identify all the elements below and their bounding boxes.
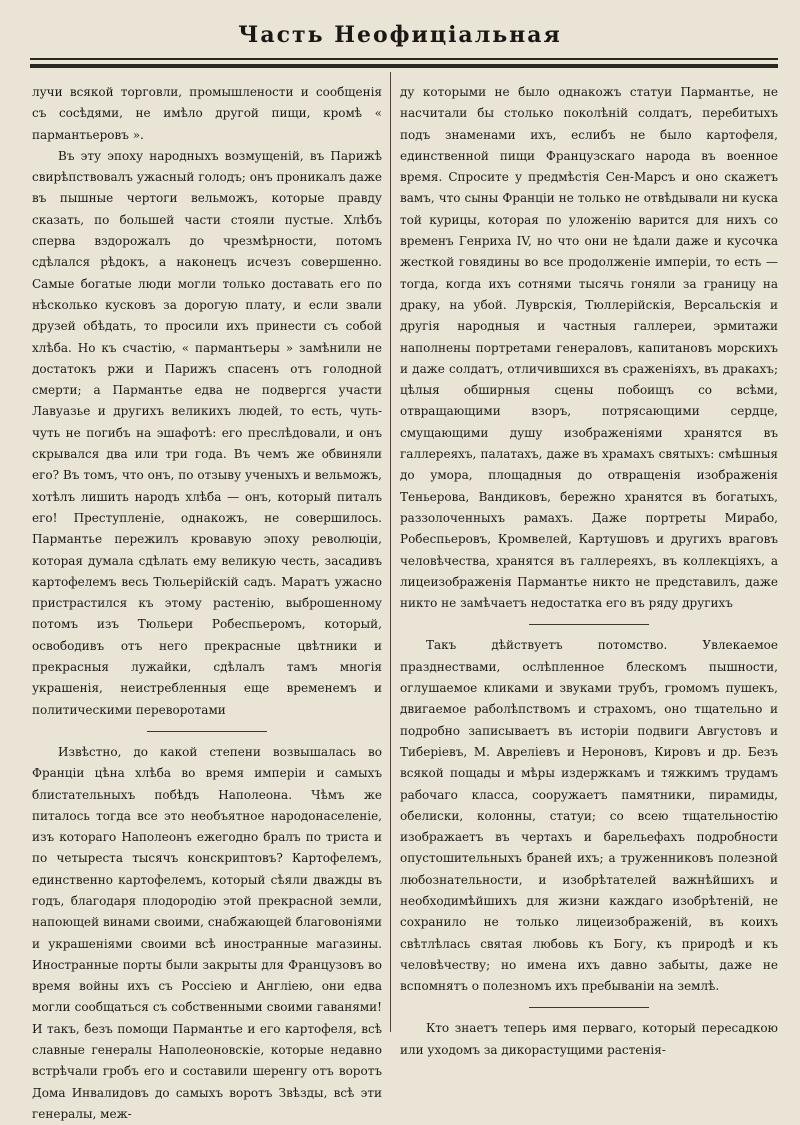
header-rule-thin <box>30 58 778 60</box>
paragraph: Извѣстно, до какой степени возвышалась во Франціи цѣна хлѣба во время имперіи и самыхъ блистательныхъ побѣдъ Наполеона. Чѣмъ же питалось тогда все это необъятное народонаселеніе, изъ котораго Наполеонъ ежегодно бралъ по триста и по четыреста тысячъ конскриптовъ? Картофелемъ, единственно картофелемъ, который сѣяли дважды въ годъ, благодаря плодородію этой прекрасной земли, напоющей винами своими, снабжающей благовоніями и украшеніями своими всѣ иностранные магазины. Иностранные порты были закрыты для Французовъ во время войны ихъ съ Россіею и Англіею, они едва могли сообщаться съ собственными своими гаванями! И такъ, безъ помощи Пармантье и его картофеля, всѣ славные генералы Наполеоновскіе, которые недавно встрѣчали гробъ его и составили шеренгу отъ воротъ Дома Инвалидовъ до самыхъ воротъ Звѣзды, всѣ эти генералы, меж- <box>32 744 382 1121</box>
paragraph-separator <box>529 1007 649 1008</box>
column-divider <box>390 72 391 1032</box>
header-rule-thick <box>30 64 778 68</box>
paragraph: лучи всякой торговли, промышлености и сообщенія съ сосѣдями, не имѣло другой пищи, кромѣ « пармантьеровъ ». <box>32 85 382 142</box>
left-column <box>32 82 382 1121</box>
paragraph: ду которыми не было однакожъ статуи Пармантье, не насчитали бы столько поколѣній солдатъ, перебитыхъ подъ знаменами ихъ, еслибъ не было картофеля, единственной пищи Французскаго народа въ военное время. Спросите у предмѣстія Сен-Марсъ и оно скажетъ вамъ, что сыны Франціи не только не отвѣдывали ни куска той курицы, которая по уложенію варится для нихъ со временъ Генриха IV, но что они не ѣдали даже и кусочка жесткой говядины во все продолженіе имперіи, то есть — тогда, когда ихъ сотнями тысячь гоняли за границу на драку, на убой. Луврскія, Тюллерійскія, Версальскія и другія народныя и частныя галлереи, эрмитажи наполнены портретами генераловъ, капитановъ морскихъ и даже солдатъ, отличившихся въ сраженіяхъ, въ дракахъ; цѣлыя обширныя сцены побоищъ со всѣми, отвращающими взоръ, потрясающими сердце, смущающими душу изображеніями хранятся въ галлереяхъ, палатахъ, даже въ храмахъ святыхъ: смѣшныя до умора, площадныя до отвращенія изображенія Теньерова, Вандиковъ, бережно хранятся въ богатыхъ, раззолоченныхъ рамахъ. Даже портреты Мирабо, Робеспьеровъ, Кромвелей, Картушовъ и другихъ враговъ человѣчества, хранятся въ галлереяхъ, въ коллекціяхъ, а лицеизображенія Пармантье никто не представилъ, даже никто не замѣчаетъ недостатка его въ ряду другихъ <box>400 85 778 611</box>
page-title: Часть Неофиціальная <box>238 22 562 48</box>
paragraph: Такъ дѣйствуетъ потомство. Увлекаемое празднествами, ослѣпленное блескомъ пышности, оглушаемое кликами и звуками трубъ, громомъ пушекъ, двигаемое раболѣпствомъ и страхомъ, оно тщательно и подробно записываетъ въ исторіи подвиги Августовъ и Тиберіевъ, М. Авреліевъ и Нероновъ, Кировъ и др. Безъ всякой пощады и мѣры издержкамъ и тяжкимъ трудамъ рабочаго класса, сооружаетъ памятники, пирамиды, обелиски, колонны, статуи; со всею тщательностію изображаетъ въ чертахъ и барельефахъ подробности опустошительныхъ браней ихъ; а труженниковъ полезной любознательности, и изобрѣтателей важнѣйшихъ и необходимѣйшихъ для жизни каждаго изобрѣтеній, не сохранило не только лицеизображеній, въ коихъ свѣтлѣлась святая любовь къ Богу, къ природѣ и къ человѣчеству; но имена ихъ давно забыты, даже не вспомнятъ о полезномъ ихъ пребываніи на землѣ. <box>400 638 778 994</box>
paragraph: Въ эту эпоху народныхъ возмущеній, въ Парижѣ свирѣпствовалъ ужасный голодъ; онъ проникалъ даже въ пышные чертоги вельможъ, которые правду сказать, по большей части стояли пустые. Хлѣбъ сперва вздорожалъ до чрезмѣрности, потомъ сдѣлался рѣдокъ, а наконецъ исчезъ совершенно. Самые богатые люди могли только доставать его по нѣсколько кусковъ за дорогую плату, и если звали друзей обѣдать, то просили ихъ принести съ собой хлѣба. Но къ счастію, « пармантьеры » замѣнили не достатокъ ржи и Парижъ спасенъ отъ голодной смерти; а Пармантье едва не подвергся участи Лавуазье и другихъ великихъ людей, то есть, чуть-чуть не погибъ на эшафотѣ: его преслѣдовали, и онъ скрывался два или три года. Въ чемъ же обвиняли его? Въ томъ, что онъ, по отзыву ученыхъ и вельможъ, хотѣлъ лишить народъ хлѣба — онъ, который питалъ его! Преступленіе, однакожъ, не совершилось. Пармантье пережилъ кровавую эпоху революціи, которая думала сдѣлать ему великую честь, засадивъ картофелемъ весь Тюльерійскій садъ. Маратъ ужасно пристрастился къ этому растенію, выброшенному потомъ изъ Тюльери Робеспьеромъ, который, освободивъ отъ него прекрасные цвѣтники и прекрасныя лужайки, сдѣлалъ тамъ многія украшенія, неистребленныя еще временемъ и политическими переворотами <box>32 148 382 717</box>
paragraph: Кто знаетъ теперь имя перваго, который пересадкою или уходомъ за дикорастущими растенія- <box>400 1021 778 1057</box>
right-column <box>400 82 778 1057</box>
paragraph-separator <box>147 731 267 732</box>
paragraph-separator <box>529 624 649 625</box>
